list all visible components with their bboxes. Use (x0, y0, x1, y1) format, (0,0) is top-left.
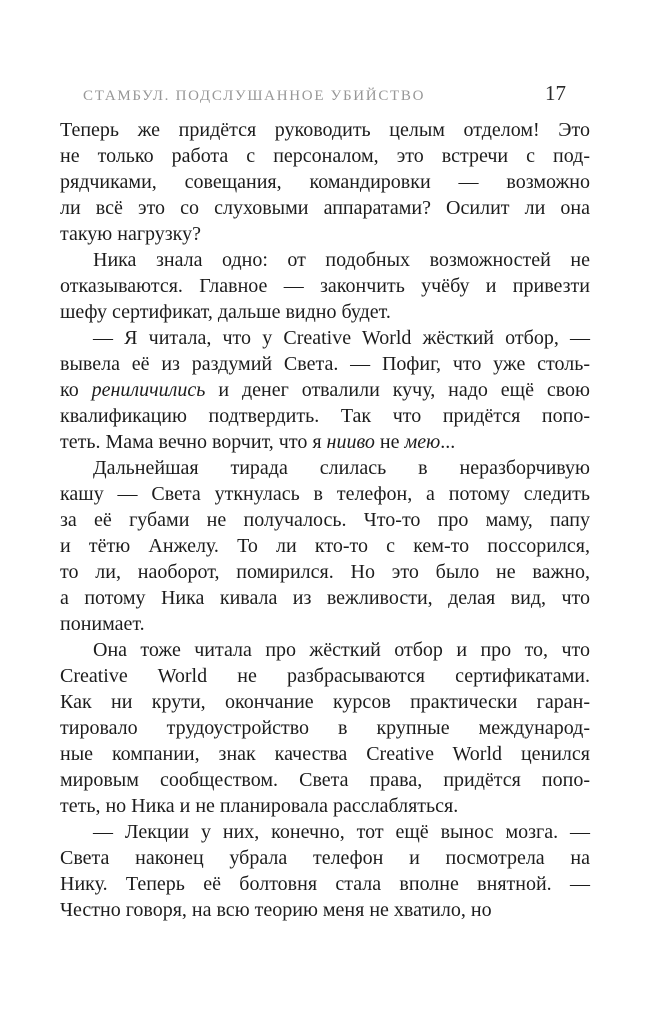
text-line: Нику. Теперь её болтовня стала вполне внятной. — (60, 873, 590, 895)
text-line: Теперь же придётся руководить целым отделом! Это (60, 119, 590, 141)
text-line: вывела её из раздумий Света. — Пофиг, что уже столь- (60, 353, 590, 375)
paragraph (60, 637, 590, 819)
italic-text: мею (404, 431, 441, 453)
paragraph (60, 819, 590, 923)
text-line: рядчиками, совещания, командировки — возможно (60, 171, 590, 193)
text-line: тировало трудоустройство в крупные международ- (60, 717, 590, 739)
text-line: мировым сообществом. Света права, придётся попо- (60, 769, 590, 791)
text-line: Света наконец убрала телефон и посмотрела на (60, 847, 590, 869)
paragraph (60, 455, 590, 637)
text-line: ли всё это со слуховыми аппаратами? Осилит ли она (60, 197, 590, 219)
text-line: Дальнейшая тирада слилась в неразборчивую (93, 457, 590, 479)
paragraph (60, 325, 590, 455)
page-number: 17 (545, 81, 566, 105)
text-line: — Лекции у них, конечно, тот ещё вынос мозга. — (93, 821, 590, 843)
text-line: — Я читала, что у Creative World жёсткий отбор, — (93, 327, 590, 349)
text-line: Честно говоря, на всю теорию меня не хватило, но (60, 899, 492, 921)
running-head-title: СТАМБУЛ. ПОДСЛУШАННОЕ УБИЙСТВО (83, 88, 426, 104)
text-line: ные компании, знак качества Creative World ценился (60, 743, 590, 765)
body-text (60, 117, 590, 923)
italic-text: рениличились (91, 379, 206, 401)
text-line: Ника знала одно: от подобных возможностей не (93, 249, 590, 271)
text-line: то ли, наоборот, помирился. Но это было не важно, (60, 561, 590, 583)
text-line: и тётю Анжелу. То ли кто-то с кем-то поссорился, (60, 535, 590, 557)
italic-text: нииво (326, 431, 375, 453)
text-line: понимает. (60, 613, 145, 635)
text-line: квалификацию подтвердить. Так что придётся попо- (60, 405, 590, 427)
text-line: не только работа с персоналом, это встречи с под- (60, 145, 590, 167)
text-line: кашу — Света уткнулась в телефон, а потому следить (60, 483, 590, 505)
text-line: ко рениличились и денег отвалили кучу, надо ещё свою (60, 379, 590, 401)
text-line: Creative World не разбрасываются сертификатами. (60, 665, 590, 687)
text-line: отказываются. Главное — закончить учёбу и привезти (60, 275, 590, 297)
text-line: Она тоже читала про жёсткий отбор и про то, что (93, 639, 590, 661)
paragraph (60, 117, 590, 247)
text-line: Как ни крути, окончание курсов практически гаран- (60, 691, 590, 713)
running-head (60, 81, 590, 106)
text-line: такую нагрузку? (60, 223, 201, 245)
paragraph (60, 247, 590, 325)
text-line: теть, но Ника и не планировала расслабляться. (60, 795, 459, 817)
text-line: шефу сертификат, дальше видно будет. (60, 301, 391, 323)
text-line: а потому Ника кивала из вежливости, делая вид, что (60, 587, 590, 609)
text-line: теть. Мама вечно ворчит, что я нииво не мею... (60, 431, 456, 453)
text-line: за её губами не получалось. Что-то про маму, папу (60, 509, 590, 531)
